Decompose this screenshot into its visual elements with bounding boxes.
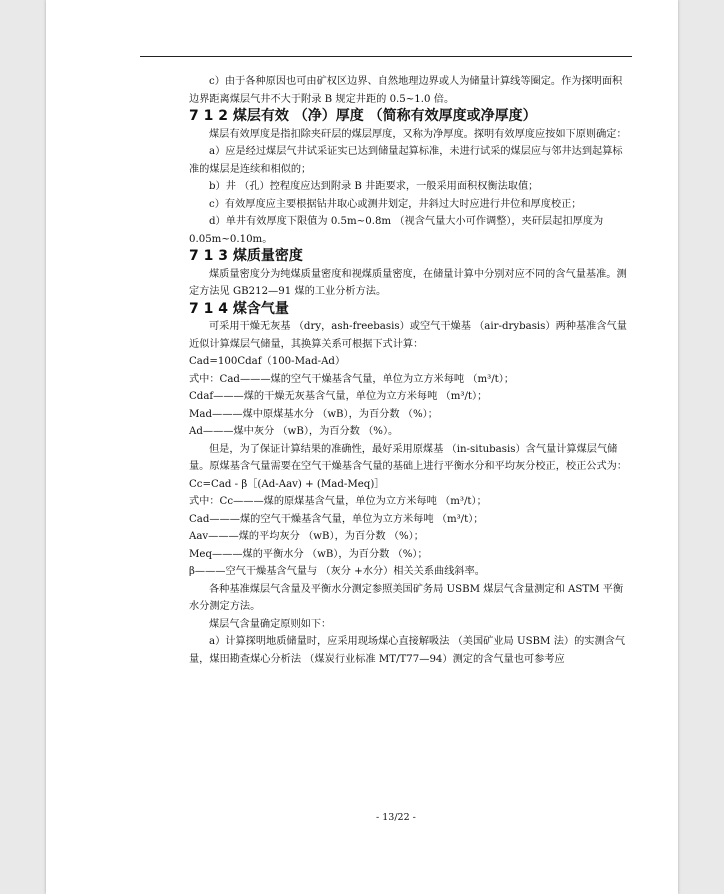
formula-definition: 式中：Cad———煤的空气干燥基含气量，单位为立方米每吨 （m³/t）；: [189, 373, 515, 385]
paragraph: 可采用干燥无灰基 （dry，ash-freebasis）或空气干燥基 （air-drybasis）两种基准含气量近似计算煤层气储量，其换算关系可根据下式计算：: [189, 321, 627, 350]
formula-definition: β———空气干燥基含气量与 （灰分 +水分）相关关系曲线斜率。: [189, 566, 485, 577]
paragraph: 但是，为了保证计算结果的准确性，最好采用原煤基 （in-situbasis）含气量计算煤层气储量。原煤基含气量需要在空气干燥基含气量的基础上进行平衡水分和平均灰分校正，校正公式为：: [189, 443, 628, 472]
paragraph: c）由于各种原因也可由矿权区边界、自然地理边界或人为储量计算线等圈定。作为探明面积边界距离煤层气井不大于附录 B 规定井距的 0.5~1.0 倍。: [189, 76, 623, 105]
formula-definition: Ad———煤中灰分 （wB），为百分数 （%）。: [189, 426, 399, 437]
list-item: a）计算探明地质储量时，应采用现场煤心直接解吸法 （美国矿业局 USBM 法）的实测含气量，煤田勘查煤心分析法 （煤炭行业标准 MT/T77—94）测定的含气量也可参考应: [189, 636, 626, 665]
section-heading-712: 7 1 2 煤层有效 （净）厚度 （简称有效厚度或净厚度）: [189, 108, 537, 124]
formula-definition: Cad———煤的空气干燥基含气量，单位为立方米每吨 （m³/t）；: [189, 513, 484, 525]
paragraph: 煤质量密度分为纯煤质量密度和视煤质量密度，在储量计算中分别对应不同的含气量基准。测定方法见 GB212—91 煤的工业分析方法。: [189, 268, 627, 297]
list-item: d）单井有效厚度下限值为 0.5m~0.8m （视含气量大小可作调整），夹矸层起扣厚度为 0.05m~0.10m。: [189, 216, 604, 245]
formula-definition: Meq———煤的平衡水分 （wB），为百分数 （%）；: [189, 548, 428, 560]
header-rule: [140, 56, 632, 57]
formula-definition: 式中：Cc———煤的原煤基含气量，单位为立方米每吨 （m³/t）；: [189, 496, 487, 507]
paragraph: 煤层有效厚度是指扣除夹矸层的煤层厚度，又称为净厚度。探明有效厚度应按如下原则确定：: [209, 128, 627, 140]
section-heading-714: 7 1 4 煤含气量: [189, 300, 289, 317]
list-item: a）应是经过煤层气井试采证实已达到储量起算标准，未进行试采的煤层应与邻井达到起算标准的煤层是连续和相似的；: [189, 146, 623, 175]
page-content: [189, 73, 631, 668]
paragraph: 各种基准煤层气含量及平衡水分测定参照美国矿务局 USBM 煤层气含量测定和 ASTM 平衡水分测定方法。: [189, 583, 624, 612]
formula-definition: Cdaf———煤的干燥无灰基含气量，单位为立方米每吨 （m³/t）；: [189, 391, 488, 402]
formula: Cc=Cad - β［(Ad-Aav) + (Mad-Meq)］: [189, 478, 385, 490]
section-heading-713: 7 1 3 煤质量密度: [189, 248, 303, 264]
document-page: [46, 0, 678, 894]
paragraph: 煤层气含量确定原则如下：: [209, 618, 332, 630]
list-item: c）有效厚度应主要根据钻井取心或测井划定，井斜过大时应进行井位和厚度校正；: [209, 198, 582, 210]
list-item: b）井 （孔）控程度应达到附录 B 井距要求，一般采用面积权衡法取值；: [209, 181, 539, 192]
formula-definition: Aav———煤的平均灰分 （wB），为百分数 （%）；: [189, 531, 424, 542]
page-number: - 13/22 -: [376, 812, 416, 823]
formula-definition: Mad———煤中原煤基水分 （wB），为百分数 （%）；: [189, 408, 438, 420]
formula: Cad=100Cdaf（100-Mad-Ad）: [189, 356, 346, 367]
